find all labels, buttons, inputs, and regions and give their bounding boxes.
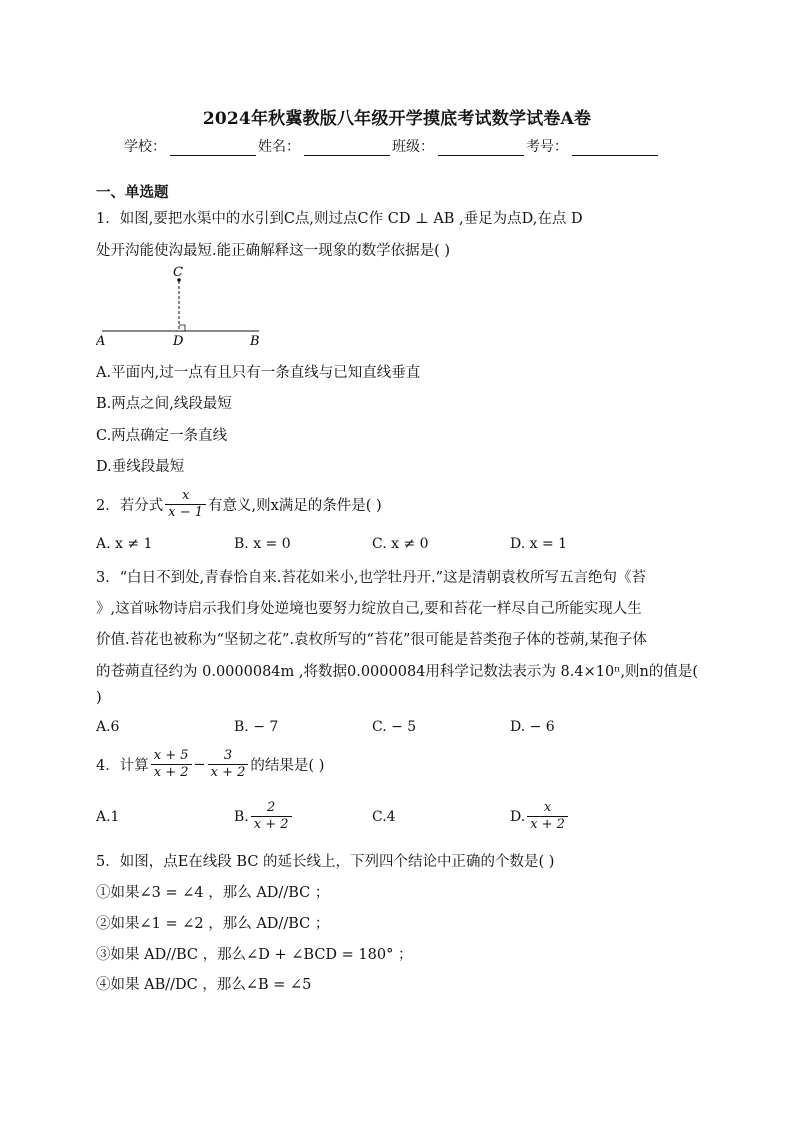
label-c: C [173, 265, 183, 280]
number-blank[interactable] [572, 140, 658, 156]
q2-frac-den: x − 1 [165, 504, 206, 521]
q2-fraction [165, 488, 206, 521]
q2-option-b[interactable]: B. x = 0 [234, 536, 291, 552]
q5-statement-2: ②如果∠1 = ∠2 ，那么 AD//BC ； [96, 916, 330, 932]
q2-frac-num: x [181, 488, 190, 503]
q2-option-a[interactable]: A. x ≠ 1 [96, 536, 153, 552]
name-label: 姓名： [258, 139, 300, 155]
school-field [124, 136, 258, 156]
q4-option-d-num: x [543, 800, 552, 815]
q4-option-b-den: x + 2 [251, 816, 292, 833]
q3-option-d[interactable]: D. − 6 [510, 719, 555, 735]
student-info-row [124, 136, 660, 156]
label-a: A [96, 334, 106, 348]
q2-options [96, 536, 648, 552]
q2-prefix: 2．若分式 [96, 498, 164, 514]
q5-statement-4: ④如果 AB//DC ，那么∠B = ∠5 [96, 977, 312, 993]
q1-option-b[interactable]: B.两点之间,线段最短 [96, 396, 232, 412]
section-title: 一、单选题 [96, 184, 169, 201]
q1-line1: 1．如图,要把水渠中的水引到C点,则过点C作 CD ⊥ AB ,垂足为点D,在点 D [96, 211, 583, 227]
q4-option-b-num: 2 [266, 800, 276, 815]
school-blank[interactable] [170, 140, 256, 156]
q4-option-c[interactable]: C.4 [372, 808, 396, 825]
q5-line1: 5．如图，点E在线段 BC 的延长线上，下列四个结论中正确的个数是( ) [96, 854, 555, 870]
q4-fraction-2 [208, 748, 249, 781]
right-angle-mark [179, 325, 185, 331]
q4-prefix: 4．计算 [96, 758, 149, 774]
q3-line5: ) [96, 690, 102, 706]
q4-option-d-prefix: D. [510, 808, 526, 825]
q4-frac1-num: x + 5 [153, 748, 189, 763]
q4-suffix: 的结果是( ) [250, 758, 325, 774]
label-b: B [250, 334, 260, 348]
q4-minus: − [193, 756, 206, 773]
q4-option-b-prefix: B. [234, 808, 249, 825]
q4-option-b[interactable] [234, 800, 372, 833]
q2-option-d[interactable]: D. x = 1 [510, 536, 568, 552]
q4-frac2-num: 3 [223, 748, 233, 763]
q1-option-d[interactable]: D.垂线段最短 [96, 459, 185, 475]
q3-option-c[interactable]: C. − 5 [372, 719, 417, 735]
q3-options [96, 719, 648, 735]
number-label: 考号： [526, 139, 568, 155]
q3-line2: 》,这首咏物诗启示我们身处逆境也要努力绽放自己,要和苔花一样尽自己所能实现人生 [96, 601, 642, 617]
label-d: D [173, 334, 184, 348]
q2-stem [96, 488, 382, 521]
name-field [258, 136, 392, 156]
page-title: 2024年秋冀教版八年级开学摸底考试数学试卷A卷 [202, 109, 592, 129]
q1-option-a[interactable]: A.平面内,过一点有且只有一条直线与已知直线垂直 [96, 365, 421, 381]
number-field [526, 136, 660, 156]
q5-statement-1: ①如果∠3 = ∠4 ，那么 AD//BC ； [96, 885, 330, 901]
class-field [392, 136, 526, 156]
q4-stem [96, 748, 324, 781]
q1-option-c[interactable]: C.两点确定一条直线 [96, 428, 228, 444]
school-label: 学校： [124, 139, 166, 155]
q4-options [96, 800, 648, 833]
q4-option-d-fraction [527, 800, 568, 833]
q4-option-b-fraction [251, 800, 292, 833]
q2-option-c[interactable]: C. x ≠ 0 [372, 536, 429, 552]
q3-line4: 的苍蒴直径约为 0.0000084m ,将数据0.0000084用科学记数法表示为 8.4×10ⁿ,则n的值是( [96, 664, 699, 680]
q4-option-a[interactable]: A.1 [96, 808, 120, 825]
q1-line2: 处开沟能使沟最短.能正确解释这一现象的数学依据是( ) [96, 243, 451, 259]
q4-fraction-1 [151, 748, 192, 781]
q3-option-a[interactable]: A.6 [96, 719, 120, 735]
q1-figure [96, 262, 276, 348]
q2-suffix: 有意义,则x满足的条件是( ) [208, 498, 382, 514]
q5-statement-3: ③如果 AD//BC ，那么∠D + ∠BCD = 180° ； [96, 947, 413, 963]
q3-line1: 3．“白日不到处,青春恰自来.苔花如米小,也学牡丹开.”这是清朝袁枚所写五言绝句《苔 [96, 570, 646, 586]
q3-line3: 价值.苔花也被称为“坚韧之花”.袁枚所写的“苔花”很可能是苔类孢子体的苍蒴,某孢子体 [96, 632, 647, 648]
class-label: 班级： [392, 139, 434, 155]
q4-option-d[interactable] [510, 800, 648, 833]
q4-frac2-den: x + 2 [208, 764, 249, 781]
q3-option-b[interactable]: B. − 7 [234, 719, 279, 735]
class-blank[interactable] [438, 140, 524, 156]
name-blank[interactable] [304, 140, 390, 156]
q4-option-d-den: x + 2 [527, 816, 568, 833]
q4-frac1-den: x + 2 [151, 764, 192, 781]
